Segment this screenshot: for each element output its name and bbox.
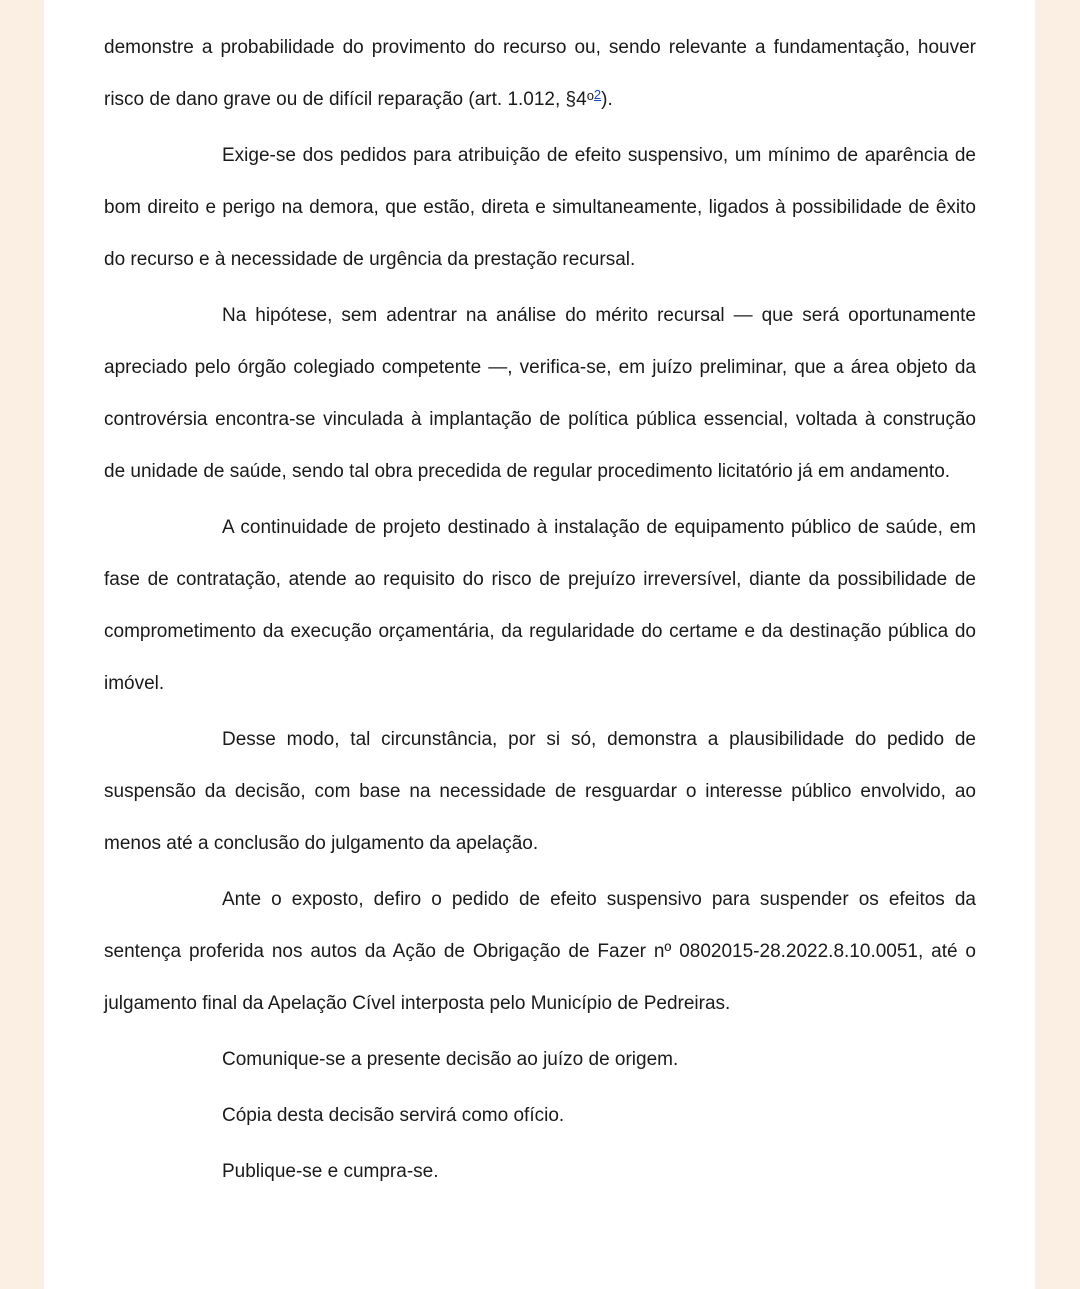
ordinal-indicator: o [586,88,594,103]
paragraph-publish: Publique-se e cumpra-se. [222,1161,439,1182]
document-page [44,0,1035,1289]
footnote-link[interactable]: 2 [593,87,602,102]
paragraph-requirements: Exige-se dos pedidos para atribuição de efeito suspensivo, um mínimo de aparência de bom direito e perigo na demora, que estão, direta e simultaneamente, ligados à possibilidade de êxito do recurso e à necessidade de urgência da prestação recursal. [104,145,976,270]
paragraph-communicate: Comunique-se a presente decisão ao juízo de origem. [222,1049,679,1070]
paragraph-copy-office: Cópia desta decisão servirá como ofício. [222,1105,565,1126]
paragraph-plausibility: Desse modo, tal circunstância, por si só, demonstra a plausibilidade do pedido de suspensão da decisão, com base na necessidade de resguardar o interesse público envolvido, ao menos até a conclusão do julgamento da apelação. [104,729,976,854]
paragraph-continuity: A continuidade de projeto destinado à instalação de equipamento público de saúde, em fase de contratação, atende ao requisito do risco de prejuízo irreversível, diante da possibilidade de comprometimento da execução orçamentária, da regularidade do certame e da destinação pública do imóvel. [104,517,976,694]
document-body [104,22,976,1202]
paragraph-continuation [104,22,976,126]
paragraph-text: demonstre a probabilidade do provimento do recurso ou, sendo relevante a fundamentação, houver risco de dano grave ou de difícil reparação (art. 1.012, §4 [104,37,976,110]
paragraph-hypothesis: Na hipótese, sem adentrar na análise do mérito recursal — que será oportunamente apreciado pelo órgão colegiado competente —, verifica-se, em juízo preliminar, que a área objeto da controvérsia encontra-se vinculada à implantação de política pública essencial, voltada à construção de unidade de saúde, sendo tal obra precedida de regular procedimento licitatório já em andamento. [104,305,976,482]
paragraph-tail: ). [601,89,613,110]
paragraph-ruling: Ante o exposto, defiro o pedido de efeito suspensivo para suspender os efeitos da sentença proferida nos autos da Ação de Obrigação de Fazer nº 0802015-28.2022.8.10.0051, até o julgamento final da Apelação Cível interposta pelo Município de Pedreiras. [104,889,976,1014]
